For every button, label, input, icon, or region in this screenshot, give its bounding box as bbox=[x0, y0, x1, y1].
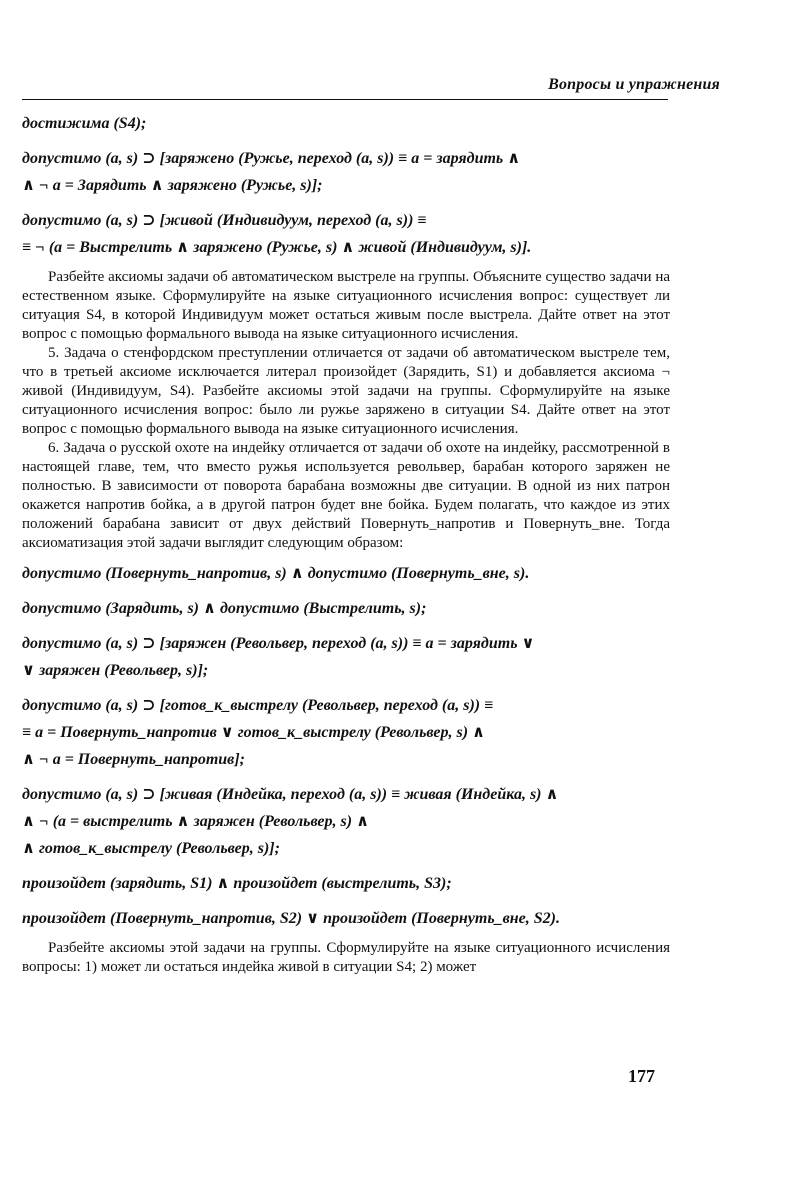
formula-line: допустимо (a, s) ⊃ [заряжено (Ружье, переход (a, s)) ≡ a = зарядить ∧ bbox=[22, 150, 521, 167]
formula-line: произойдет (зарядить, S1) ∧ произойдет (выстрелить, S3); bbox=[22, 875, 452, 892]
formula-line: произойдет (Повернуть_напротив, S2) ∨ произойдет (Повернуть_вне, S2). bbox=[22, 910, 560, 927]
formula-line: ∧ ¬ a = Зарядить ∧ заряжено (Ружье, s)]; bbox=[22, 177, 323, 194]
formula-line: допустимо (Повернуть_напротив, s) ∧ допустимо (Повернуть_вне, s). bbox=[22, 565, 530, 582]
exercise-6-paragraph: 6. Задача о русской охоте на индейку отличается от задачи об охоте на индейку, рассмотренной в настоящей главе, тем, что вместо ружья используется револьвер, барабан которого заряжен не полностью. В зависимости от поворота барабана возможны две ситуации. В одной из них патрон окажется напротив бойка, а в другой патрон будет вне бойка. Будем полагать, что каждое из этих положений барабана зависит от двух действий Повернуть_напротив и Повернуть_вне. Тогда аксиоматизация этой задачи выглядит следующим образом: bbox=[22, 440, 670, 551]
formula-line: допустимо (a, s) ⊃ [живой (Индивидуум, переход (a, s)) ≡ bbox=[22, 212, 427, 229]
page-number: 177 bbox=[628, 1066, 655, 1086]
formula-line: допустимо (Зарядить, s) ∧ допустимо (Выстрелить, s); bbox=[22, 600, 427, 617]
formula-line: ∨ заряжен (Револьвер, s)]; bbox=[22, 662, 209, 679]
paragraph: Разбейте аксиомы задачи об автоматическом выстреле на группы. Объясните существо задачи на естественном языке. Сформулируйте на языке ситуационного исчисления вопрос: существует ли ситуация S4, в которой Индивидуум может остаться живым после выстрела. Дайте ответ на этот вопрос с помощью формального вывода на языке ситуационного исчисления. bbox=[22, 269, 670, 342]
formula-line: достижима (S4); bbox=[22, 115, 147, 132]
running-header: Вопросы и упражнения bbox=[548, 76, 720, 93]
formula-line: допустимо (a, s) ⊃ [живая (Индейка, переход (a, s)) ≡ живая (Индейка, s) ∧ bbox=[22, 786, 559, 803]
formula-line: ≡ a = Повернуть_напротив ∨ готов_к_выстрелу (Револьвер, s) ∧ bbox=[22, 724, 486, 741]
exercise-5-paragraph: 5. Задача о стенфордском преступлении отличается от задачи об автоматическом выстреле тем, что в третьей аксиоме исключается литерал произойдет (Зарядить, S1) и добавляется аксиома ¬ живой (Индивидуум, S4). Разбейте аксиомы этой задачи на группы. Сформулируйте на языке ситуационного исчисления вопрос: было ли ружье заряжено в ситуации S4. Дайте ответ на этот вопрос с помощью формального вывода на языке ситуационного исчисления. bbox=[22, 345, 670, 437]
header-rule bbox=[22, 99, 668, 100]
formula-line: ∧ ¬ (a = выстрелить ∧ заряжен (Револьвер, s) ∧ bbox=[22, 813, 370, 830]
final-paragraph: Разбейте аксиомы этой задачи на группы. Сформулируйте на языке ситуационного исчисления вопросы: 1) может ли остаться индейка живой в ситуации S4; 2) может bbox=[22, 940, 670, 975]
formula-line: допустимо (a, s) ⊃ [готов_к_выстрелу (Револьвер, переход (a, s)) ≡ bbox=[22, 697, 494, 714]
formula-line: допустимо (a, s) ⊃ [заряжен (Револьвер, переход (a, s)) ≡ a = зарядить ∨ bbox=[22, 635, 535, 652]
formula-line: ∧ ¬ a = Повернуть_напротив]; bbox=[22, 751, 245, 768]
formula-line: ∧ готов_к_выстрелу (Револьвер, s)]; bbox=[22, 840, 280, 857]
page-body bbox=[22, 110, 670, 977]
formula-line: ≡ ¬ (a = Выстрелить ∧ заряжено (Ружье, s) ∧ живой (Индивидуум, s)]. bbox=[22, 239, 532, 256]
